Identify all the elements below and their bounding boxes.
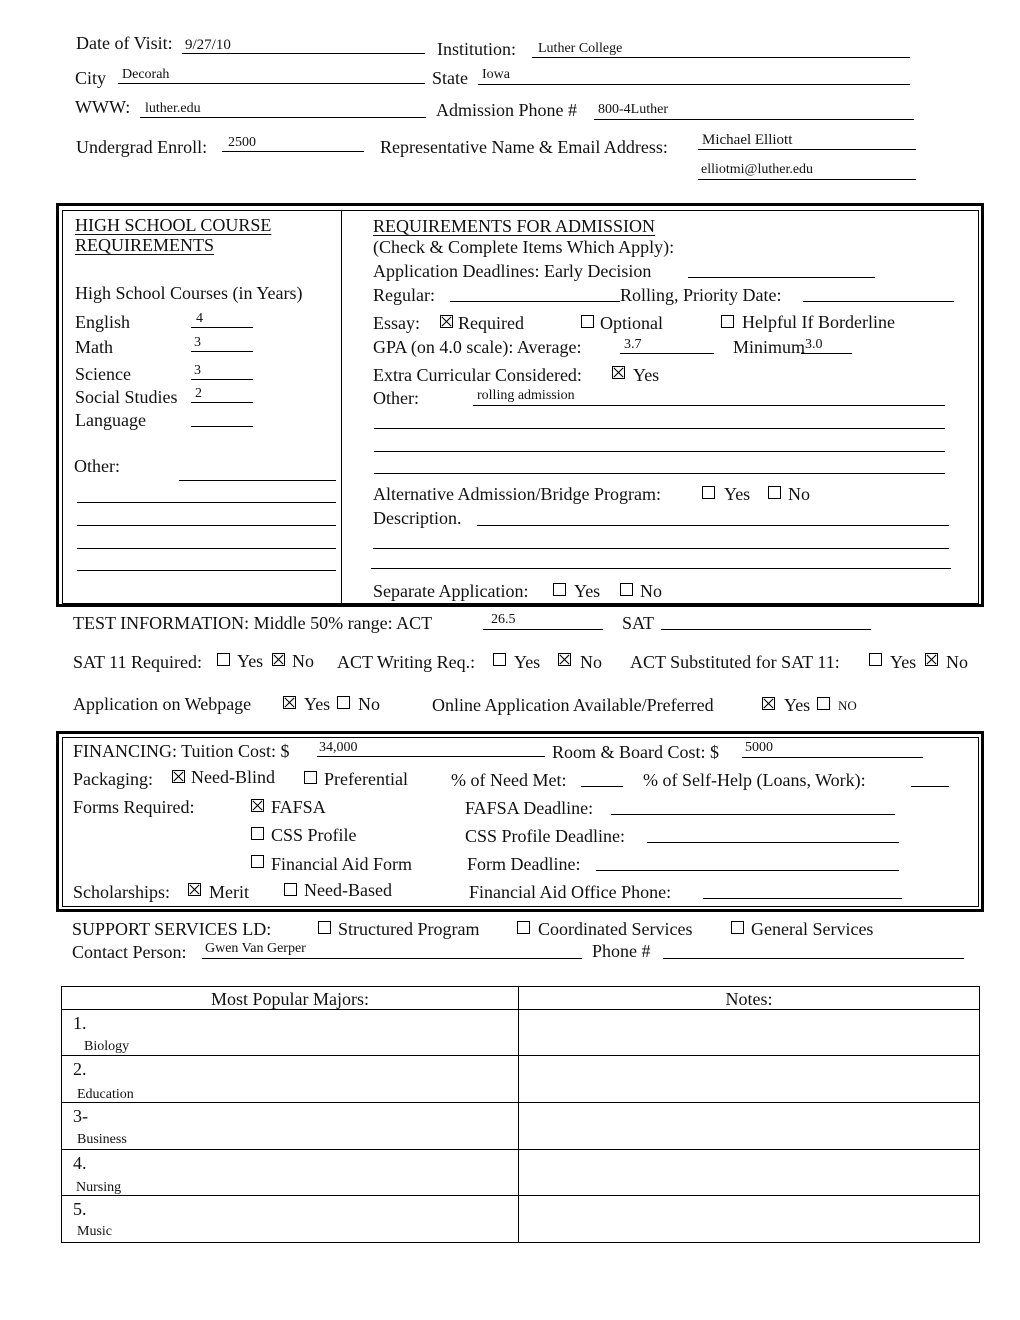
gpa-minimum-label: Minimum: [733, 337, 806, 357]
fafsa-checkbox[interactable]: [251, 799, 264, 812]
act-substituted-no-checkbox[interactable]: [925, 653, 938, 666]
majors-row-rule-4: [62, 1195, 979, 1196]
merit-checkbox[interactable]: [188, 883, 201, 896]
admission-other-line: [473, 405, 945, 406]
course-value-science[interactable]: 3: [194, 363, 201, 378]
hs-other-line-3[interactable]: [77, 525, 336, 526]
course-value-social-studies[interactable]: 2: [195, 386, 202, 401]
self-help-label: % of Self-Help (Loans, Work):: [643, 770, 866, 790]
hs-other-line-1[interactable]: [179, 480, 336, 481]
state-value[interactable]: Iowa: [482, 67, 510, 82]
application-webpage-yes-checkbox[interactable]: [283, 696, 296, 709]
hs-other-label: Other:: [74, 456, 120, 476]
alt-admission-yes-checkbox[interactable]: [702, 486, 715, 499]
structured-program-label: Structured Program: [338, 919, 480, 939]
course-label-science: Science: [75, 364, 131, 384]
major-name[interactable]: Music: [77, 1224, 112, 1239]
course-label-english: English: [75, 312, 131, 332]
description-line-2[interactable]: [373, 548, 949, 549]
major-name[interactable]: Education: [77, 1087, 134, 1102]
course-line-english: [191, 327, 253, 328]
course-value-english[interactable]: 4: [196, 311, 203, 326]
preferential-label: Preferential: [324, 769, 408, 789]
act-range-line: [483, 629, 603, 630]
major-name[interactable]: Biology: [84, 1039, 130, 1054]
general-services-checkbox[interactable]: [731, 921, 744, 934]
description-line-1[interactable]: [477, 525, 949, 526]
sat2-no-checkbox[interactable]: [272, 653, 285, 666]
rolling-priority-label: Rolling, Priority Date:: [620, 285, 782, 305]
separate-application-no-checkbox[interactable]: [620, 583, 633, 596]
admission-phone-value[interactable]: 800-4Luther: [598, 102, 668, 117]
tuition-line: [317, 756, 545, 757]
contact-person-label: Contact Person:: [72, 942, 187, 962]
essay-helpful-checkbox[interactable]: [721, 315, 734, 328]
sat2-no-label: No: [292, 651, 314, 671]
hs-other-line-4[interactable]: [77, 548, 336, 549]
rolling-priority-line[interactable]: [803, 301, 954, 302]
online-application-label: Online Application Available/Preferred: [432, 695, 714, 715]
act-range-value[interactable]: 26.5: [491, 612, 516, 627]
undergrad-enroll-label: Undergrad Enroll:: [76, 137, 208, 157]
course-label-language: Language: [75, 410, 146, 430]
date-of-visit-line: [182, 53, 425, 54]
majors-row-rule-1: [62, 1055, 979, 1056]
separate-application-yes-checkbox[interactable]: [553, 583, 566, 596]
css-profile-checkbox[interactable]: [251, 827, 264, 840]
www-label: WWW:: [75, 97, 131, 117]
preferential-checkbox[interactable]: [304, 771, 317, 784]
deadlines-label: Application Deadlines: Early Decision: [373, 261, 652, 281]
application-webpage-no-label: No: [358, 694, 380, 714]
contact-person-value[interactable]: Gwen Van Gerper: [205, 941, 306, 956]
separate-application-label: Separate Application:: [373, 581, 529, 601]
description-label: Description.: [373, 508, 462, 528]
representative-label: Representative Name & Email Address:: [380, 137, 668, 157]
admission-phone-label: Admission Phone #: [436, 100, 578, 120]
room-board-label: Room & Board Cost: $: [552, 742, 720, 762]
online-application-yes-checkbox[interactable]: [762, 697, 775, 710]
majors-table-divider: [518, 987, 519, 1242]
support-phone-label: Phone #: [592, 941, 651, 961]
coordinated-services-checkbox[interactable]: [517, 921, 530, 934]
major-number: 1.: [73, 1013, 87, 1033]
css-deadline-label: CSS Profile Deadline:: [465, 826, 625, 846]
description-line-3[interactable]: [371, 568, 951, 569]
room-board-line: [742, 757, 923, 758]
need-based-checkbox[interactable]: [284, 883, 297, 896]
act-writing-label: ACT Writing Req.:: [337, 652, 476, 672]
hs-course-heading-2: REQUIREMENTS: [75, 235, 214, 255]
merit-label: Merit: [209, 882, 249, 902]
www-line: [140, 117, 426, 118]
contact-person-line: [202, 958, 582, 959]
separate-application-no-label: No: [640, 581, 662, 601]
admission-other-label: Other:: [373, 388, 419, 408]
institution-value[interactable]: Luther College: [538, 41, 623, 56]
date-of-visit-value[interactable]: 9/27/10: [185, 37, 231, 53]
state-line: [478, 84, 910, 85]
css-deadline-line[interactable]: [647, 842, 899, 843]
major-number: 2.: [73, 1059, 87, 1079]
sat2-yes-checkbox[interactable]: [217, 653, 230, 666]
early-decision-line[interactable]: [688, 277, 875, 278]
act-substituted-yes-label: Yes: [890, 652, 917, 672]
structured-program-checkbox[interactable]: [318, 921, 331, 934]
majors-row-rule-3: [62, 1149, 979, 1150]
financial-aid-form-label: Financial Aid Form: [271, 854, 412, 874]
alt-admission-no-checkbox[interactable]: [768, 486, 781, 499]
majors-row-rule-2: [62, 1102, 979, 1103]
course-label-social-studies: Social Studies: [75, 387, 178, 407]
act-writing-yes-checkbox[interactable]: [493, 653, 506, 666]
essay-optional-checkbox[interactable]: [581, 315, 594, 328]
state-label: State: [432, 68, 468, 88]
general-services-label: General Services: [751, 919, 874, 939]
major-name[interactable]: Business: [77, 1132, 127, 1147]
major-number: 4.: [73, 1153, 87, 1173]
hs-other-line-2[interactable]: [77, 502, 336, 503]
essay-label: Essay:: [373, 313, 420, 333]
css-profile-label: CSS Profile: [271, 825, 357, 845]
course-value-math[interactable]: 3: [194, 335, 201, 350]
undergrad-enroll-line: [222, 151, 364, 152]
act-substituted-label: ACT Substituted for SAT 11:: [630, 652, 840, 672]
hs-other-line-5[interactable]: [77, 570, 336, 571]
institution-label: Institution:: [437, 39, 517, 59]
need-blind-label: Need-Blind: [191, 767, 275, 787]
financial-aid-form-checkbox[interactable]: [251, 855, 264, 868]
application-webpage-no-checkbox[interactable]: [337, 696, 350, 709]
major-number: 5.: [73, 1199, 87, 1219]
fafsa-label: FAFSA: [271, 797, 326, 817]
representative-email-line: [698, 179, 916, 180]
packaging-label: Packaging:: [73, 769, 153, 789]
essay-required-label: Required: [458, 313, 524, 333]
course-label-math: Math: [75, 337, 113, 357]
notes-header: Notes:: [725, 989, 773, 1009]
need-met-line[interactable]: [581, 786, 623, 787]
gpa-minimum-line: [801, 353, 852, 354]
gpa-label: GPA (on 4.0 scale): Average:: [373, 337, 582, 357]
act-substituted-yes-checkbox[interactable]: [869, 653, 882, 666]
self-help-line[interactable]: [911, 786, 949, 787]
financial-aid-office-phone-label: Financial Aid Office Phone:: [469, 882, 672, 902]
regular-line[interactable]: [450, 301, 620, 302]
admission-blank-line-1[interactable]: [374, 428, 945, 429]
fafsa-deadline-label: FAFSA Deadline:: [465, 798, 594, 818]
city-value[interactable]: Decorah: [122, 67, 170, 82]
requirements-column-divider: [341, 211, 342, 603]
representative-name[interactable]: Michael Elliott: [702, 132, 793, 148]
sat2-yes-label: Yes: [237, 651, 264, 671]
support-phone-line[interactable]: [663, 958, 964, 959]
major-number: 3-: [73, 1106, 88, 1126]
act-writing-yes-label: Yes: [514, 652, 541, 672]
sat-range-line[interactable]: [661, 629, 871, 630]
majors-header: Most Popular Majors:: [210, 989, 369, 1009]
extracurricular-yes-label: Yes: [633, 365, 660, 385]
need-based-label: Need-Based: [304, 880, 392, 900]
form-deadline-label: Form Deadline:: [467, 854, 581, 874]
scholarships-label: Scholarships:: [73, 882, 170, 902]
majors-header-rule: [62, 1009, 979, 1010]
admission-other-value[interactable]: rolling admission: [477, 388, 575, 403]
coordinated-services-label: Coordinated Services: [538, 919, 693, 939]
sat2-required-label: SAT 11 Required:: [73, 652, 202, 672]
tuition-value[interactable]: 34,000: [319, 740, 358, 755]
tuition-label: FINANCING: Tuition Cost: $: [73, 741, 290, 761]
support-services-label: SUPPORT SERVICES LD:: [72, 919, 272, 939]
alt-admission-yes-label: Yes: [724, 484, 751, 504]
course-line-social-studies: [191, 402, 253, 403]
hs-course-heading-1: HIGH SCHOOL COURSE: [75, 215, 272, 235]
admission-blank-line-3[interactable]: [374, 473, 945, 474]
undergrad-enroll-value[interactable]: 2500: [228, 135, 256, 150]
alt-admission-no-label: No: [788, 484, 810, 504]
application-webpage-label: Application on Webpage: [73, 694, 252, 714]
act-writing-no-checkbox[interactable]: [558, 653, 571, 666]
city-line: [118, 83, 425, 84]
form-deadline-line[interactable]: [596, 870, 899, 871]
test-information-label: TEST INFORMATION: Middle 50% range: ACT: [73, 613, 433, 633]
application-webpage-yes-label: Yes: [304, 694, 331, 714]
act-substituted-no-label: No: [946, 652, 968, 672]
gpa-average-value[interactable]: 3.7: [624, 337, 642, 352]
admission-blank-line-2[interactable]: [374, 451, 945, 452]
majors-table: [61, 986, 980, 1243]
online-application-yes-label: Yes: [784, 695, 811, 715]
representative-name-line: [698, 149, 916, 150]
forms-required-label: Forms Required:: [73, 797, 195, 817]
course-line-science: [191, 379, 253, 380]
alt-admission-label: Alternative Admission/Bridge Program:: [373, 484, 661, 504]
need-met-label: % of Need Met:: [451, 770, 567, 790]
separate-application-yes-label: Yes: [574, 581, 601, 601]
course-line-math: [191, 351, 253, 352]
sat-label: SAT: [622, 613, 655, 633]
need-blind-checkbox[interactable]: [172, 770, 185, 783]
date-of-visit-label: Date of Visit:: [76, 33, 173, 53]
www-value[interactable]: luther.edu: [145, 101, 201, 116]
fafsa-deadline-line[interactable]: [611, 814, 895, 815]
admission-req-heading: REQUIREMENTS FOR ADMISSION: [373, 216, 656, 236]
act-writing-no-label: No: [580, 652, 602, 672]
regular-label: Regular:: [373, 285, 435, 305]
room-board-value[interactable]: 5000: [745, 740, 773, 755]
major-name[interactable]: Nursing: [76, 1180, 122, 1195]
hs-courses-subheading: High School Courses (in Years): [75, 283, 303, 303]
online-application-no-label: NO: [838, 698, 857, 713]
online-application-no-checkbox[interactable]: [817, 697, 830, 710]
essay-required-checkbox[interactable]: [440, 315, 453, 328]
institution-line: [532, 57, 910, 58]
course-line-language: [191, 426, 253, 427]
extracurricular-label: Extra Curricular Considered:: [373, 365, 582, 385]
essay-helpful-label: Helpful If Borderline: [742, 312, 895, 332]
essay-optional-label: Optional: [600, 313, 663, 333]
admission-check-line: (Check & Complete Items Which Apply):: [373, 237, 675, 257]
extracurricular-yes-checkbox[interactable]: [612, 366, 625, 379]
admission-phone-line: [594, 119, 914, 120]
gpa-average-line: [620, 353, 714, 354]
city-label: City: [75, 68, 107, 88]
representative-email[interactable]: elliotmi@luther.edu: [701, 162, 814, 177]
financial-aid-office-phone-line[interactable]: [703, 898, 902, 899]
gpa-minimum-value[interactable]: 3.0: [805, 337, 823, 352]
